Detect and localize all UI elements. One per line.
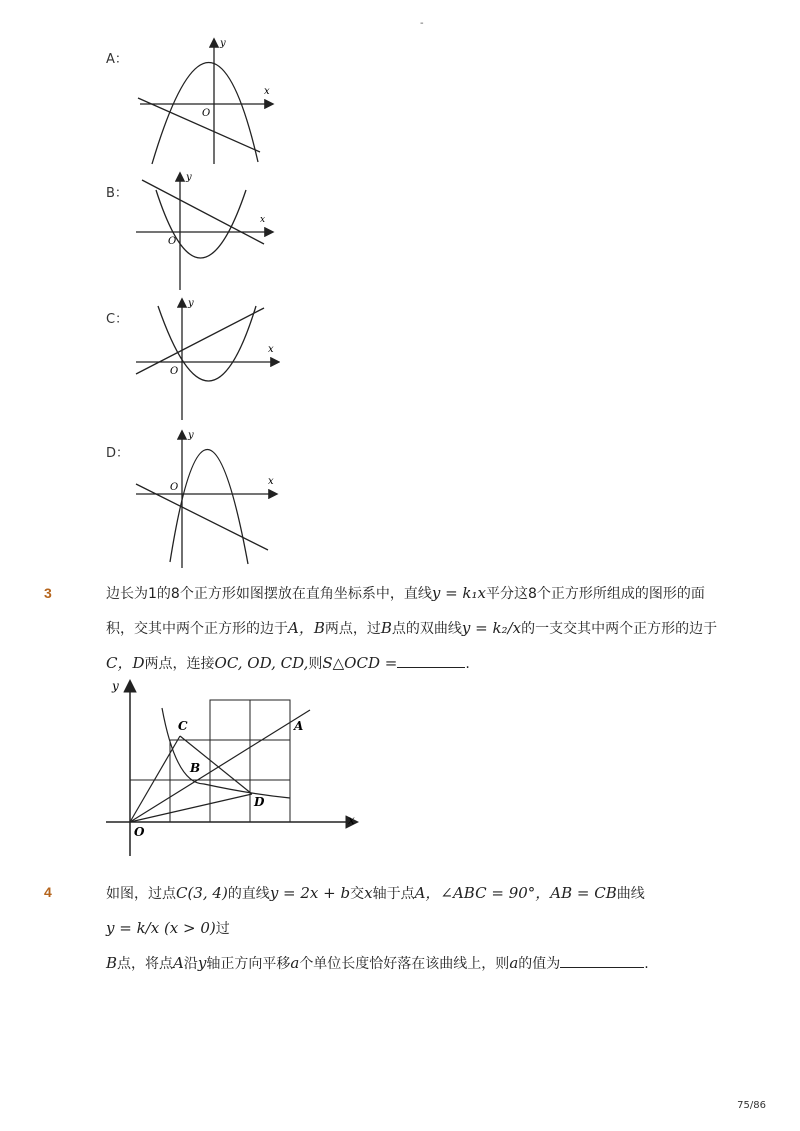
- option-d-graph: [130, 428, 280, 570]
- line: [136, 308, 264, 374]
- q4-line-2: B点，将点A沿y轴正方向平移a个单位长度恰好落在该曲线上，则a的值为 .: [106, 954, 649, 972]
- question-4-number: 4: [44, 884, 52, 900]
- parabola: [156, 190, 246, 258]
- origin-label: O: [170, 366, 179, 377]
- question-3-number: 3: [44, 585, 52, 601]
- option-c-graph: [130, 296, 280, 422]
- y-label: y: [220, 38, 226, 49]
- line: [142, 180, 264, 244]
- question-3-text: [106, 576, 736, 681]
- option-a-graph: [130, 36, 280, 166]
- point-d-label: D: [254, 795, 265, 809]
- q3-line-1: 边长为1的8个正方形如图摆放在直角坐标系中，直线y = k₁x平分这8个正方形所组成的图形的面: [106, 584, 705, 602]
- answer-blank-q3[interactable]: [397, 653, 465, 668]
- option-a-label: A：: [106, 52, 128, 67]
- question-3-figure: [100, 676, 370, 860]
- question-4-text: [106, 876, 746, 981]
- y-label: y: [186, 172, 192, 183]
- q3-line-2: 积，交其中两个正方形的边于A，B两点，过B点的双曲线y = k₂/x的一支交其中两个正方形的边于: [106, 619, 718, 637]
- line-oa: [130, 710, 310, 822]
- answer-blank-q4[interactable]: [560, 953, 644, 968]
- page-number: 75/86: [737, 1100, 766, 1111]
- q4-line-1: 如图，过点C(3, 4)的直线y = 2x + b交x轴于点A，∠ABC = 90°，AB = CB曲线y = k/x (x > 0)过: [106, 884, 645, 937]
- option-c-label: C：: [106, 312, 129, 327]
- point-b-label: B: [190, 761, 201, 775]
- x-label: x: [268, 344, 274, 355]
- x-label: x: [348, 813, 355, 827]
- point-c-label: C: [178, 719, 188, 733]
- x-label: x: [260, 215, 266, 225]
- origin-label: O: [168, 236, 177, 247]
- point-a-label: A: [294, 719, 304, 733]
- y-label: y: [188, 430, 194, 441]
- origin-label: O: [170, 482, 179, 493]
- option-b-label: B：: [106, 186, 128, 201]
- option-d-label: D：: [106, 446, 130, 461]
- line-oc: [130, 736, 180, 822]
- x-label: x: [268, 476, 274, 487]
- y-label: y: [112, 679, 119, 693]
- top-mark: -: [420, 18, 424, 29]
- x-label: x: [264, 86, 270, 97]
- line-od: [130, 794, 252, 822]
- origin-label: O: [202, 108, 211, 119]
- q3-line-3: C，D两点，连接OC, OD, CD,则S△OCD = .: [106, 654, 470, 672]
- option-b-graph: [130, 170, 280, 292]
- origin-label: O: [134, 825, 145, 839]
- y-label: y: [188, 298, 194, 309]
